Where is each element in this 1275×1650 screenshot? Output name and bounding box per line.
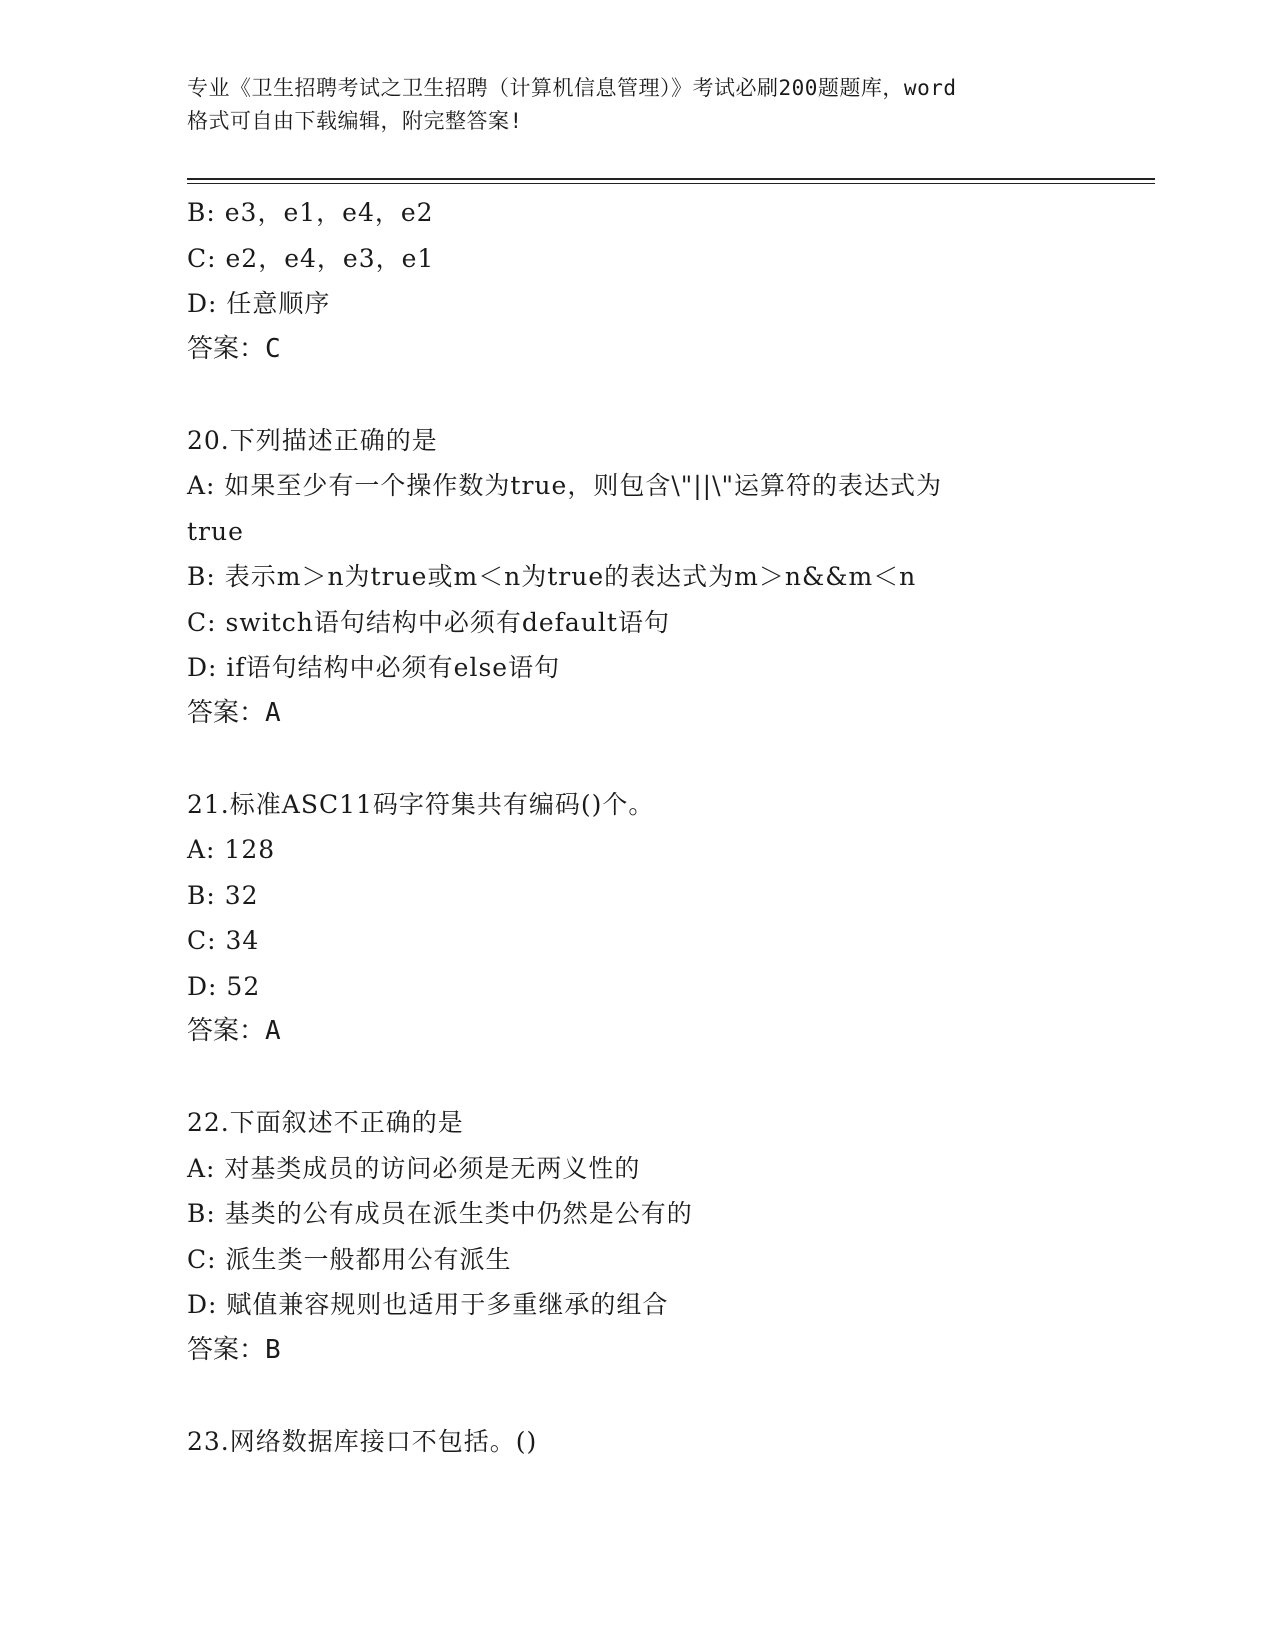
option-b: B: 基类的公有成员在派生类中仍然是公有的 [187, 1199, 693, 1228]
option-a: A: 128 [187, 835, 276, 864]
spacer [187, 1373, 1087, 1419]
question-text: 21.标准ASC11码字符集共有编码()个。 [187, 789, 655, 819]
question-list [187, 190, 1087, 1464]
option-a-continued: true [187, 516, 244, 546]
question-20 [187, 418, 1087, 737]
option-d: D: 52 [187, 971, 261, 1001]
question-23 [187, 1419, 1087, 1465]
option-a: A: 如果至少有一个操作数为true，则包含\"||\"运算符的表达式为 [187, 471, 943, 500]
answer-line: 答案：A [187, 1016, 281, 1046]
option-c: C: switch语句结构中必须有default语句 [187, 607, 670, 637]
answer-line: 答案：C [187, 333, 281, 364]
option-c: C: 34 [187, 926, 260, 955]
option-d: D: 任意顺序 [187, 289, 331, 318]
question-text: 20.下列描述正确的是 [187, 425, 438, 455]
option-b: B: 表示m＞n为true或m＜n为true的表达式为m＞n&&m＜n [187, 562, 917, 591]
spacer [187, 372, 1087, 418]
question-text: 23.网络数据库接口不包括。() [187, 1426, 538, 1456]
option-c: C: e2，e4，e3，e1 [187, 243, 435, 273]
header-title-line-1: 专业《卫生招聘考试之卫生招聘（计算机信息管理）》考试必刷200题题库，word [187, 76, 957, 100]
option-d: D: if语句结构中必须有else语句 [187, 653, 561, 682]
spacer [187, 1055, 1087, 1101]
header-divider-thin [187, 183, 1155, 184]
header-title-line-2: 格式可自由下载编辑，附完整答案! [187, 109, 523, 133]
question-text: 22.下面叙述不正确的是 [187, 1108, 464, 1137]
header-divider-thick [187, 178, 1155, 180]
option-a: A: 对基类成员的访问必须是无两义性的 [187, 1153, 641, 1183]
answer-line: 答案：A [187, 697, 281, 728]
option-b: B: e3，e1，e4，e2 [187, 198, 434, 227]
option-d: D: 赋值兼容规则也适用于多重继承的组合 [187, 1290, 669, 1319]
question-21 [187, 782, 1087, 1055]
option-c: C: 派生类一般都用公有派生 [187, 1244, 512, 1274]
option-b: B: 32 [187, 880, 259, 910]
document-header [187, 72, 1087, 138]
question-22 [187, 1100, 1087, 1373]
question-19-continued [187, 190, 1087, 372]
spacer [187, 736, 1087, 782]
answer-line: 答案：B [187, 1334, 281, 1365]
